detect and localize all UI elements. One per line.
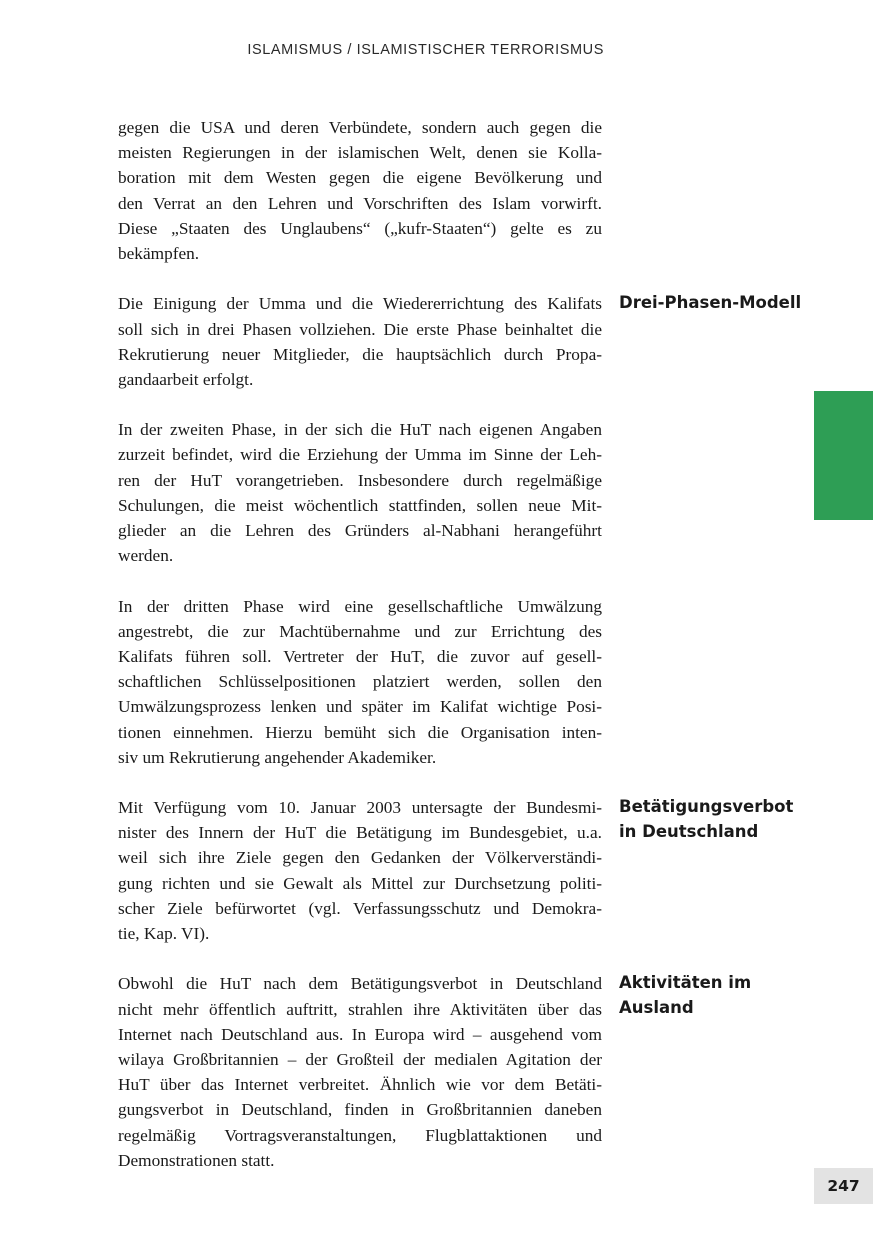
text-line: den Verrat an den Lehren und Vorschriften des Islam vorwirft. [118,193,602,213]
text-line: Kalifats führen soll. Vertreter der HuT, die zuvor auf gesell- [118,646,602,666]
side-heading-line: Drei-Phasen-Modell [619,293,802,312]
text-line: Die Einigung der Umma und die Wiedererrichtung des Kalifats [118,294,602,314]
side-heading-betaetigungsverbot [619,794,819,844]
text-line: Schulungen, die meist wöchentlich stattfinden, sollen neue Mit- [118,495,602,515]
side-heading-line: Betätigungsverbot [619,797,794,816]
text-line: glieder an die Lehren des Gründers al-Nabhani herangeführt [118,521,602,540]
text-line: gandaarbeit erfolgt. [118,369,254,389]
text-line: In der zweiten Phase, in der sich die HuT nach eigenen Angaben [118,420,602,440]
text-line: soll sich in drei Phasen vollziehen. Die erste Phase beinhaltet die [118,319,602,339]
text-line: werden. [118,546,174,566]
page-number: 247 [814,1168,873,1204]
side-heading-drei-phasen-modell [619,290,819,315]
text-line: Diese „Staaten des Unglaubens“ („kufr-Staaten“) gelte es zu [118,218,602,238]
text-line: Obwohl die HuT nach dem Betätigungsverbot in Deutschland [118,974,602,994]
text-line: siv um Rekrutierung angehender Akademiker. [118,747,437,767]
side-heading-line: in Deutschland [619,822,759,842]
paragraph-1 [118,115,602,266]
text-line: Mit Verfügung vom 10. Januar 2003 untersagte der Bundesmi- [118,798,602,818]
side-heading-aktivitaeten-im-ausland [619,970,819,1020]
text-line: HuT über das Internet verbreitet. Ähnlich wie vor dem Betäti- [118,1075,602,1095]
paragraph-5 [118,795,602,946]
text-line: tie, Kap. VI). [118,924,210,943]
text-line: Demonstrationen statt. [118,1150,275,1170]
text-line: bekämpfen. [118,243,200,263]
text-line: tionen einnehmen. Hierzu bemüht sich die Organisation inten- [118,722,602,742]
text-line: schaftlichen Schlüsselpositionen platziert werden, sollen den [118,672,602,692]
text-line: boration mit dem Westen gegen die eigene Bevölkerung und [118,168,602,188]
text-line: gegen die USA und deren Verbündete, sondern auch gegen die [118,118,602,137]
text-line: ren der HuT vorangetrieben. Insbesondere durch regelmäßige [118,470,602,490]
text-line: Internet nach Deutschland aus. In Europa wird – ausgehend vom [118,1024,602,1044]
section-tab-marker [814,391,873,520]
text-line: regelmäßig Vortragsveranstaltungen, Flugblattaktionen und [118,1125,602,1145]
text-line: nister des Innern der HuT die Betätigung im Bundesgebiet, u.a. [118,823,602,843]
text-line: scher Ziele befürwortet (vgl. Verfassungsschutz und Demokra- [118,898,602,918]
text-line: Rekrutierung neuer Mitglieder, die hauptsächlich durch Propa- [118,344,602,364]
text-line: zurzeit befindet, wird die Erziehung der Umma im Sinne der Leh- [118,445,602,465]
text-line: wilaya Großbritannien – der Großteil der medialen Agitation der [118,1049,602,1069]
text-line: gung richten und sie Gewalt als Mittel zur Durchsetzung politi- [118,873,602,893]
text-line: weil sich ihre Ziele gegen den Gedanken der Völkerverständi- [118,848,602,868]
paragraph-4 [118,594,602,770]
text-line: angestrebt, die zur Machtübernahme und zur Errichtung des [118,621,602,641]
text-line: meisten Regierungen in der islamischen Welt, denen sie Kolla- [118,143,602,163]
text-line: gungsverbot in Deutschland, finden in Großbritannien daneben [118,1100,602,1120]
text-line: Umwälzungsprozess lenken und später im Kalifat wichtige Posi- [118,697,602,717]
running-header: ISLAMISMUS / ISLAMISTISCHER TERRORISMUS [247,42,604,58]
text-line: In der dritten Phase wird eine gesellschaftliche Umwälzung [118,596,602,616]
paragraph-3 [118,417,602,568]
paragraph-6 [118,971,602,1173]
side-heading-line: Aktivitäten im [619,973,752,992]
text-line: nicht mehr öffentlich auftritt, strahlen ihre Aktivitäten über das [118,999,602,1019]
body-text-column [118,115,602,1173]
side-heading-line: Ausland [619,998,694,1018]
paragraph-2 [118,291,602,392]
